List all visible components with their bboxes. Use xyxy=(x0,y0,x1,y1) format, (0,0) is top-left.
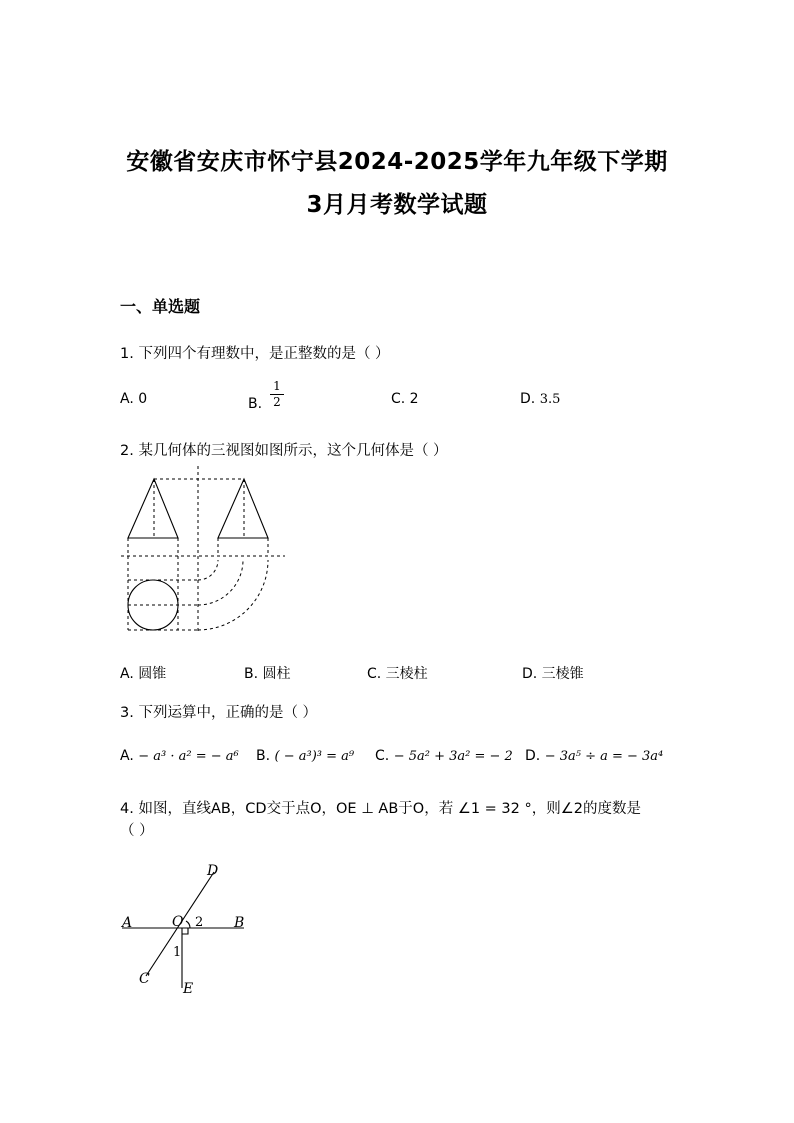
question-4-stem-line1: 4. 如图，直线AB，CD交于点O，OE ⊥ AB于O，若 ∠1 = 32 °，则∠2的度数是 xyxy=(120,801,641,817)
label-a: A xyxy=(122,915,133,931)
option-d-label: D. xyxy=(525,748,541,764)
question-2-option-c: C. 三棱柱 xyxy=(367,666,428,682)
front-view-triangle xyxy=(128,479,178,538)
fraction-denominator: 2 xyxy=(273,395,281,409)
fraction-numerator: 1 xyxy=(273,379,281,393)
question-2-option-d: D. 三棱锥 xyxy=(522,666,584,682)
option-b-expression: ( − a³)³ = a⁹ xyxy=(274,749,355,764)
side-view-triangle xyxy=(218,479,268,538)
option-a-label: A. xyxy=(120,748,134,764)
option-c-expression: − 5a² + 3a² = − 2 xyxy=(393,749,513,764)
angle-2-arc xyxy=(186,921,190,928)
question-4-stem-line2: （ ） xyxy=(120,823,154,839)
exam-title-line2: 3月月考数学试题 xyxy=(306,192,488,218)
intersecting-lines-figure xyxy=(118,858,258,998)
label-o: O xyxy=(172,914,184,930)
label-e: E xyxy=(183,981,194,997)
option-b-label: B. xyxy=(256,748,271,764)
label-angle-2: 2 xyxy=(195,915,204,930)
section-heading-single-choice: 一、单选题 xyxy=(120,297,201,316)
question-3-stem: 3. 下列运算中，正确的是（ ） xyxy=(120,705,318,721)
question-1-option-d xyxy=(520,391,560,407)
question-1-stem: 1. 下列四个有理数中，是正整数的是（ ） xyxy=(120,346,390,362)
question-3-option-a xyxy=(120,748,239,764)
question-2-stem: 2. 某几何体的三视图如图所示，这个几何体是（ ） xyxy=(120,443,448,459)
question-1-option-c: C. 2 xyxy=(391,391,419,407)
question-1-option-b-fraction xyxy=(270,380,284,409)
question-1-option-a: A. 0 xyxy=(120,391,148,407)
option-d-label: D. xyxy=(520,391,536,407)
option-c-label: C. xyxy=(375,748,390,764)
question-2-option-a: A. 圆锥 xyxy=(120,666,167,682)
label-b: B xyxy=(234,915,245,931)
question-3-option-d xyxy=(525,748,663,764)
question-1-option-b-label: B. xyxy=(248,396,263,412)
question-3-option-c xyxy=(375,748,513,764)
option-a-expression: − a³ · a² = − a⁶ xyxy=(138,749,239,764)
label-angle-1: 1 xyxy=(173,945,182,960)
label-c: C xyxy=(139,971,150,987)
three-views-figure xyxy=(118,466,290,638)
label-d: D xyxy=(207,863,219,879)
question-2-option-b: B. 圆柱 xyxy=(244,666,291,682)
exam-title-line1: 安徽省安庆市怀宁县2024-2025学年九年级下学期 xyxy=(126,149,668,175)
option-d-expression: − 3a⁵ ÷ a = − 3a⁴ xyxy=(544,749,664,764)
option-d-value: 3.5 xyxy=(539,392,561,407)
question-3-option-b xyxy=(256,748,354,764)
